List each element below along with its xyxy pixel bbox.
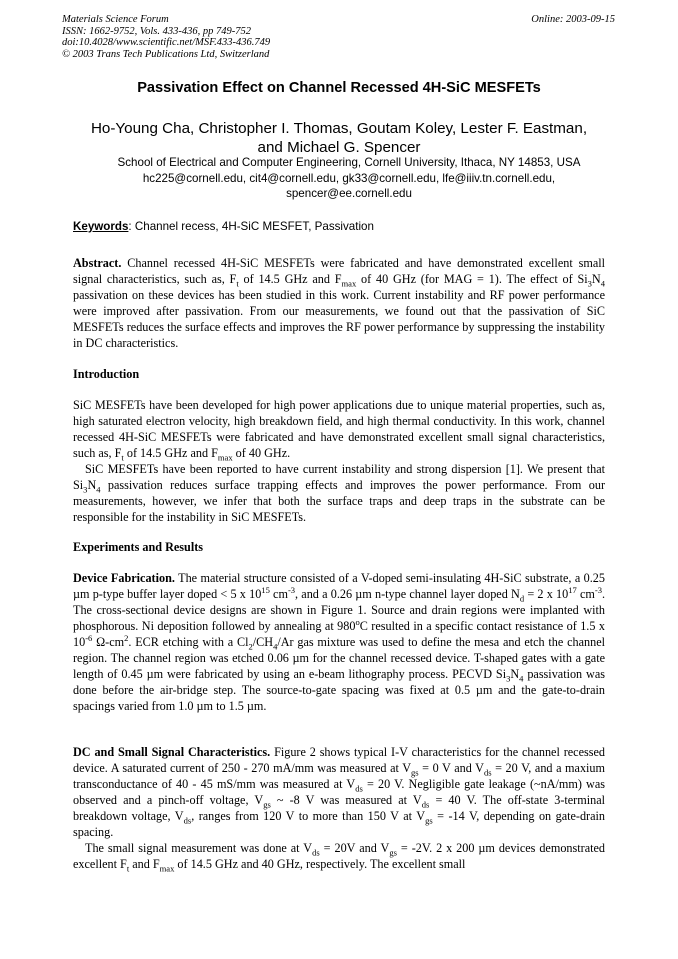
keywords: Keywords: Channel recess, 4H-SiC MESFET, Passivation <box>73 220 374 233</box>
authors-line-2: and Michael G. Spencer <box>257 139 421 156</box>
online-date: Online: 2003-09-15 <box>531 14 615 25</box>
dc-small-signal-text: DC and Small Signal Characteristics. Figure 2 shows typical I-V characteristics for the channel recessed device. A saturated current of 250 - 270 mA/mm was measured at $V_{gs} = 0$ V and $V_{ds} = 20$ V, and a maxium transconductance of 40 - 45 mS/mm was measured at $V_{ds} = 20$ V. Negligible gate leakage (~nA/mm) was observed and a pinch-off voltage, $V_{gs}$ ~ -8 V was measured at $V_{ds} = 40$ V. The off-state 3-terminal breakdown voltage, $V_{ds}$, ranges from 120 V to more than 150 V at $V_{gs} = -14$ V, depending on gate-drain spacing. The small signal measurement was done at $V_{ds} = 20V$ and $V_{gs} = -2V$. 2 x 200 µm devices demonstrated excellent $F_t$ and $F_{max}$ of 14.5 GHz and 40 GHz, respectively. The excellent small <box>73 745 606 874</box>
abstract-label: Abstract. <box>73 256 122 270</box>
introduction-heading: Introduction <box>73 367 140 381</box>
dc-small-signal-label: DC and Small Signal Characteristics. <box>73 745 271 759</box>
affiliation-line-1: School of Electrical and Computer Engineering, Cornell University, Ithaca, NY 14853, USA <box>117 156 581 169</box>
affiliation-line-2: hc225@cornell.edu, cit4@cornell.edu, gk33@cornell.edu, lfe@iiiv.tn.cornell.edu, <box>142 171 556 185</box>
abstract: Abstract. Channel recessed 4H-SiC MESFETs were fabricated and have demonstrated excellent small signal characteristics, such as, $F_t$ of 14.5 GHz and $F_{max}$ of 40 GHz (for MAG = 1). The effect of $Si_3N_4$ passivation on these devices has been studied in this work. Current instability and RF power performance were improved after passivation. From our measurements, we found out that the passivation of SiC MESFETs reduces the surface effects and improves the RF power performance by suppressing the instability in DC characteristics. <box>73 256 605 350</box>
journal-header <box>62 14 270 60</box>
author-list <box>60 119 618 157</box>
introduction-text: SiC MESFETs have been developed for high power applications due to unique material properties, such as, high saturated electron velocity, high breakdown field, and high thermal conductivity. In this work, channel recessed 4H-SiC MESFETs were fabricated and have demonstrated excellent small signal characteristics, such as, $F_t$ of 14.5 GHz and $F_{max}$ of 40 GHz. SiC MESFETs have been reported to have current instability and strong dispersion [1]. We present that $Si_3N_4$ passivation reduces surface trapping effects and improves the power performance. From our measurements, however, we infer that both the surface traps and deep traps in the substrate can be responsible for the instability in SiC MESFETs. <box>73 398 605 524</box>
journal-copyright: © 2003 Trans Tech Publications Ltd, Switzerland <box>62 48 270 60</box>
journal-doi: doi:10.4028/www.scientific.net/MSF.433-436.749 <box>62 37 271 49</box>
fabrication-label: Device Fabrication. <box>73 571 175 585</box>
keywords-label: Keywords <box>73 220 129 233</box>
keywords-text: Channel recess, 4H-SiC MESFET, Passivation <box>134 220 374 233</box>
affiliation-line-3: spencer@ee.cornell.edu <box>286 187 412 201</box>
fabrication-text: Device Fabrication. The material structure consisted of a V-doped semi-insulating 4H-SiC substrate, a 0.25 µm p-type buffer layer doped < 5 x $10^{15}$ $cm^{-3}$, and a 0.26 µm n-type channel layer doped $N_d = 2$ x $10^{17}$ $cm^{-3}$. The cross-sectional device designs are shown in Figure 1. Source and drain regions were implanted with phosphorous. Ni deposition followed by annealing at 980$^o$C resulted in a specific contact resistance of 1.5 x $10^{-6}$ $\Omega-cm^2$. ECR etching with a $Cl_2/CH_4/Ar$ gas mixture was used to define the mesa and etch the channel region. The channel region was etched 0.06 µm for the channel recessed device. T-shaped gates with a gate length of 0.45 µm were fabricated by using an e-beam lithography process. PECVD $Si_3N_4$ passivation was done before the air-bridge step. The source-to-gate spacing was fixed at 0.5 µm and the gate-to-drain spacings varied from 1.0 µm to 1.5 µm. <box>73 571 606 713</box>
authors-line-1: Ho-Young Cha, Christopher I. Thomas, Goutam Koley, Lester F. Eastman, <box>90 120 588 137</box>
paper-title: Passivation Effect on Channel Recessed 4H-SiC MESFETs <box>137 80 541 96</box>
affiliation <box>70 155 628 202</box>
journal-name: Materials Science Forum <box>62 14 169 25</box>
experiments-heading: Experiments and Results <box>73 540 204 554</box>
journal-issn: ISSN: 1662-9752, Vols. 433-436, pp 749-752 <box>62 25 251 37</box>
